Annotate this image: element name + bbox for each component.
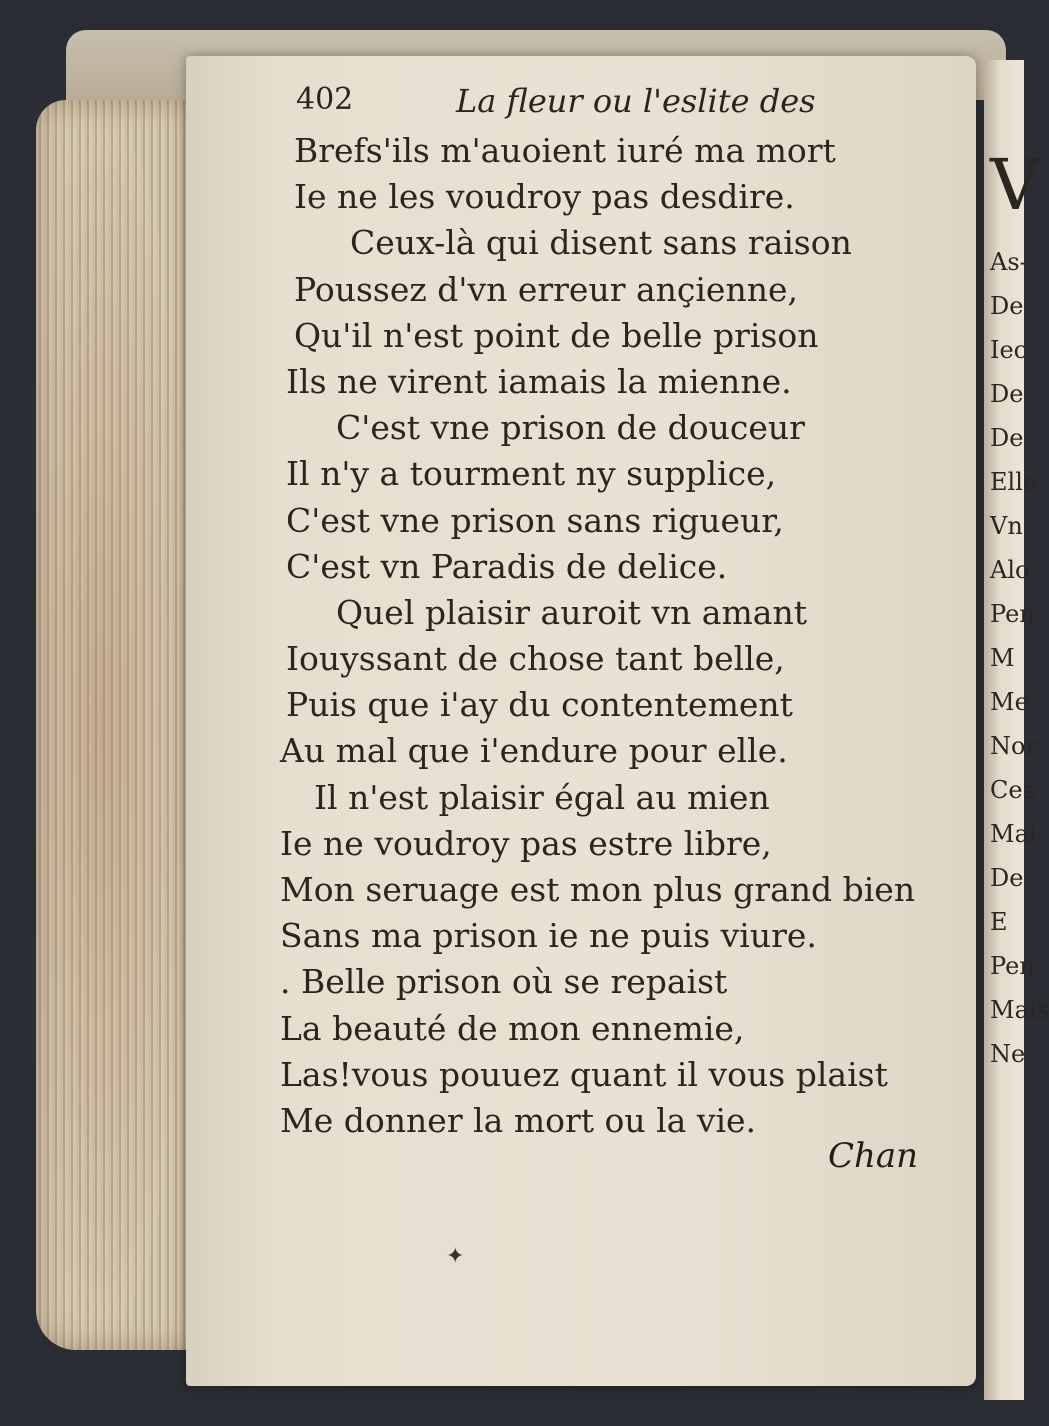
facing-page-fragment: Alo <box>990 556 1030 584</box>
facing-page-fragment: De <box>990 380 1024 408</box>
verse-block <box>280 128 920 1144</box>
verse-line: Puis que i'ay du contentement <box>286 685 793 725</box>
verse-line: Las!vous pouuez quant il vous plaist <box>280 1054 888 1094</box>
verse-line: C'est vne prison de douceur <box>336 408 805 448</box>
facing-page-fragment: Vn <box>990 512 1023 540</box>
verse-line: Qu'il n'est point de belle prison <box>294 315 819 355</box>
verse-line: Sans ma prison ie ne puis viure. <box>280 916 817 956</box>
verse-line: Quel plaisir auroit vn amant <box>336 592 807 632</box>
verse-line: Ils ne virent iamais la mienne. <box>286 361 792 401</box>
page-number: 402 <box>296 82 354 117</box>
verse-line: Il n'est plaisir égal au mien <box>314 777 770 817</box>
facing-page-fragment: Mai <box>990 820 1037 848</box>
facing-page-fragment: Ne <box>990 1040 1026 1068</box>
verse-line: La beauté de mon ennemie, <box>280 1008 745 1048</box>
facing-page-fragment: Pen <box>990 952 1035 980</box>
verse-line: Poussez d'vn erreur ançienne, <box>294 269 798 309</box>
verse-line: Brefs'ils m'auoient iuré ma mort <box>294 131 836 170</box>
verse-line: Ceux-là qui disent sans raison <box>350 223 852 263</box>
verse-line: Mon seruage est mon plus grand bien <box>280 870 916 909</box>
facing-page-fragment: M <box>990 644 1015 672</box>
verse-line: C'est vne prison sans rigueur, <box>286 500 784 540</box>
facing-page-fragment: E <box>990 908 1008 936</box>
verse-line: Au mal que i'endure pour elle. <box>280 731 788 771</box>
printer-mark-icon: ✦ <box>446 1244 465 1269</box>
facing-page-fragment: Elle <box>990 468 1038 496</box>
facing-page-fragment: De <box>990 292 1024 320</box>
verse-line: C'est vn Paradis de delice. <box>286 546 728 586</box>
verse-line: Me donner la mort ou la vie. <box>280 1100 757 1140</box>
verse-line: Ie ne voudroy pas estre libre, <box>280 823 772 863</box>
book-fore-edge <box>36 100 196 1350</box>
running-title: La fleur ou l'eslite des <box>456 82 816 120</box>
catchword: Chan <box>828 1136 919 1176</box>
facing-page-initial: V <box>990 144 1041 226</box>
verse-line: . Belle prison où se repaist <box>280 962 728 1002</box>
facing-page-fragment: Me <box>990 688 1029 716</box>
verse-line: Il n'y a tourment ny supplice, <box>286 454 777 494</box>
facing-page-edge <box>984 60 1049 1400</box>
facing-page-fragment: Iec <box>990 336 1028 364</box>
verse-line: Ie ne les voudroy pas desdire. <box>294 177 795 217</box>
facing-page-fragment: Ces <box>990 776 1035 804</box>
page-header <box>296 82 816 122</box>
facing-page-fragment: Nor <box>990 732 1037 760</box>
facing-page-fragment: De <box>990 424 1024 452</box>
facing-page-fragment: Mais <box>990 996 1049 1024</box>
facing-page-fragment: Pen <box>990 600 1035 628</box>
verse-line: Iouyssant de chose tant belle, <box>286 639 785 679</box>
facing-page-fragment: De <box>990 864 1024 892</box>
facing-page-fragment: As- <box>990 248 1028 276</box>
